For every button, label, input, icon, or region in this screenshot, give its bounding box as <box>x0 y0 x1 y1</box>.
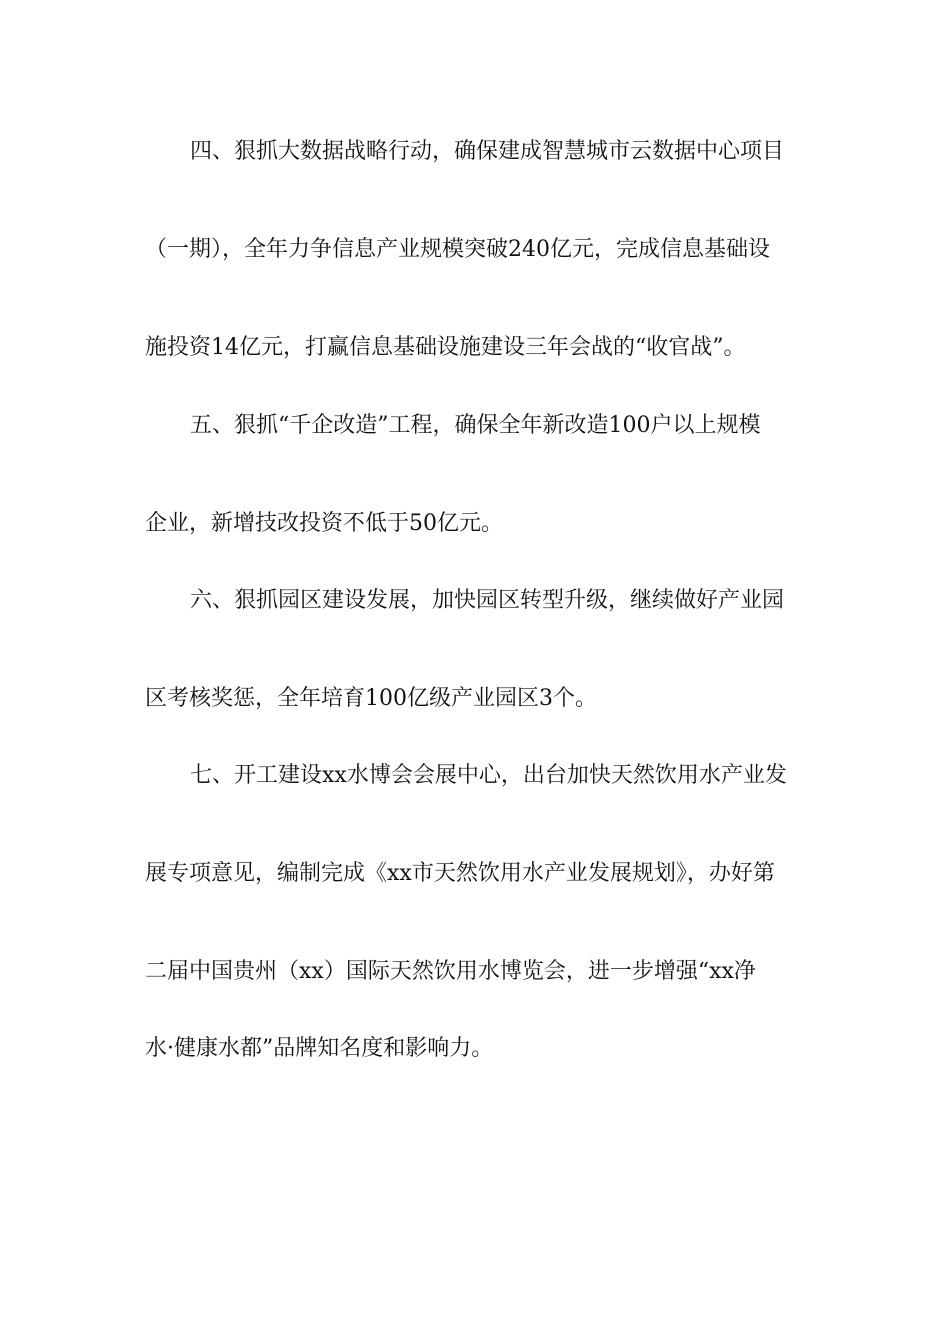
paragraph-7-line-3: 二届中国贵州（xx）国际天然饮用水博览会，进一步增强“xx净 <box>145 959 756 984</box>
paragraph-4-line-3: 施投资14亿元，打赢信息基础设施建设三年会战的“收官战”。 <box>145 335 746 360</box>
paragraph-7-line-4: 水·健康水都”品牌知名度和影响力。 <box>145 1036 494 1061</box>
paragraph-5-line-1: 五、狠抓“千企改造”工程，确保全年新改造100户以上规模 <box>190 413 761 438</box>
paragraph-5-line-2: 企业，新增技改投资不低于50亿元。 <box>145 511 503 536</box>
paragraph-4-line-2: （一期），全年力争信息产业规模突破240亿元，完成信息基础设 <box>145 237 770 262</box>
paragraph-7-line-1: 七、开工建设xx水博会会展中心，出台加快天然饮用水产业发 <box>190 763 787 788</box>
paragraph-4-line-1: 四、狠抓大数据战略行动，确保建成智慧城市云数据中心项目 <box>190 139 785 164</box>
paragraph-6-line-2: 区考核奖惩，全年培育100亿级产业园区3个。 <box>145 686 597 711</box>
paragraph-6-line-1: 六、狠抓园区建设发展，加快园区转型升级，继续做好产业园 <box>190 588 785 613</box>
paragraph-7-line-2: 展专项意见，编制完成《xx市天然饮用水产业发展规划》，办好第 <box>145 861 775 886</box>
